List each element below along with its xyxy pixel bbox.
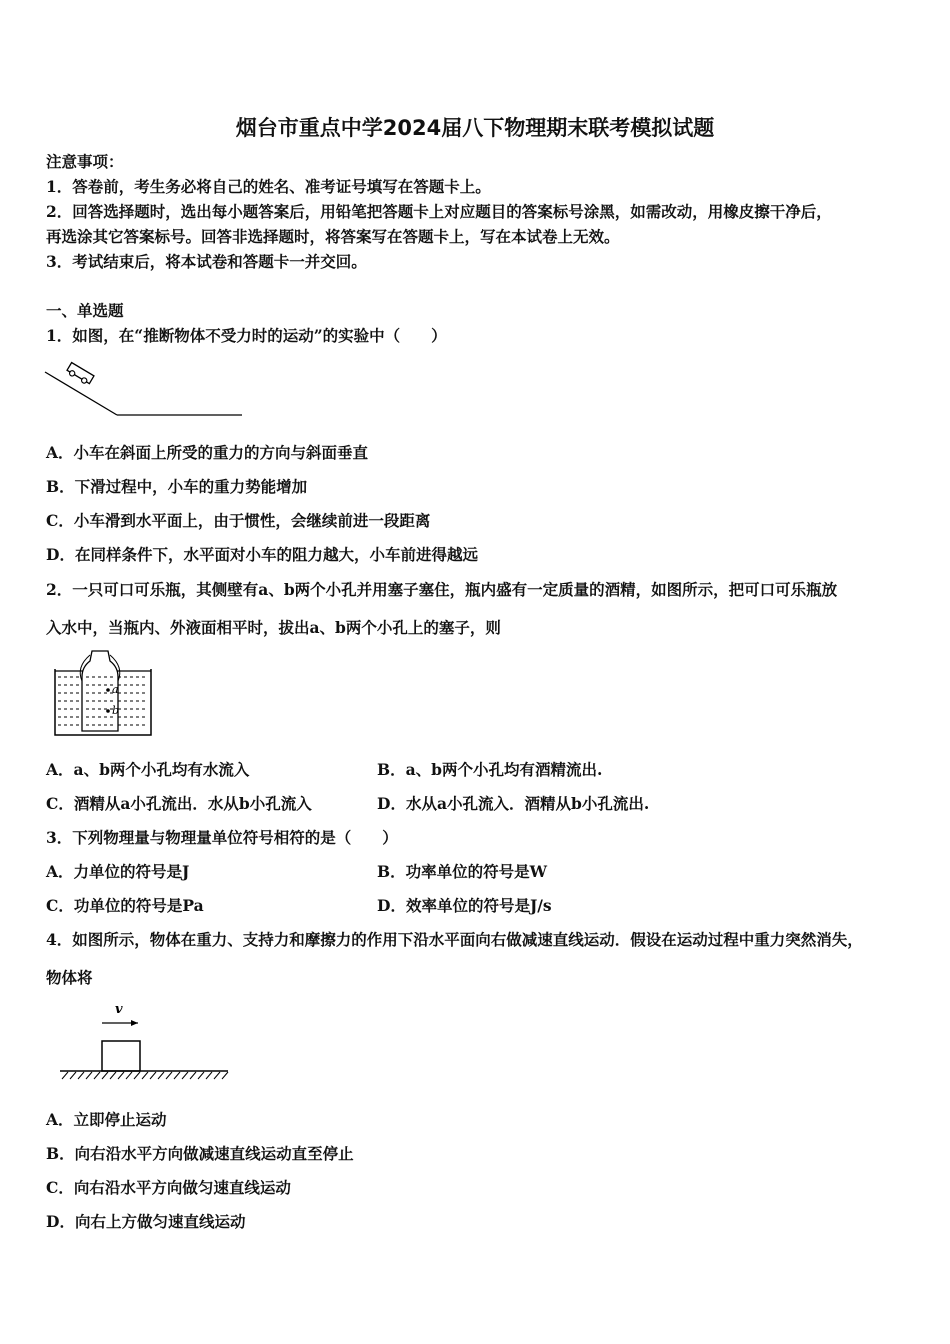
question-3-option: D．效率单位的符号是J/s [377,896,552,915]
question-2-option: C．酒精从a小孔流出．水从b小孔流入 [46,794,312,813]
cart-icon [66,363,94,386]
question-4-option: C．向右沿水平方向做匀速直线运动 [46,1178,291,1197]
question-3-stem: 3．下列物理量与物理量单位符号相符的是（ ） [46,828,398,847]
ground-hatching [62,1072,228,1079]
section-heading: 一、单选题 [46,301,124,320]
question-2-option: A．a、b两个小孔均有水流入 [46,760,250,779]
velocity-label: v [115,1002,123,1017]
question-1-option: C．小车滑到水平面上，由于惯性，会继续前进一段距离 [46,511,431,530]
bottle-in-water-figure [52,647,162,742]
question-3-option: A．力单位的符号是J [46,862,190,881]
question-4-option: D．向右上方做匀速直线运动 [46,1212,246,1231]
incline-cart-figure [42,352,247,422]
notice-heading: 注意事项： [46,152,124,171]
question-4-option: A．立即停止运动 [46,1110,167,1129]
question-4-stem-line: 4．如图所示，物体在重力、支持力和摩擦力的作用下沿水平面向右做减速直线运动．假设在运动过程中重力突然消失， [46,930,863,949]
block [102,1041,140,1071]
question-2-option: B．a、b两个小孔均有酒精流出. [377,760,603,779]
page-title: 烟台市重点中学2024届八下物理期末联考模拟试题 [235,116,715,140]
hole-b-icon [106,709,110,713]
question-2-stem-line: 2．一只可口可乐瓶，其侧壁有a、b两个小孔并用塞子塞住，瓶内盛有一定质量的酒精，如图所示，把可口可乐瓶放 [46,580,838,599]
question-1-stem: 1．如图，在“推断物体不受力时的运动”的实验中（ ） [46,326,447,345]
question-1-option: A．小车在斜面上所受的重力的方向与斜面垂直 [46,443,369,462]
question-3-option: B．功率单位的符号是W [377,862,548,881]
question-1-option: B．下滑过程中，小车的重力势能增加 [46,477,308,496]
question-4-option: B．向右沿水平方向做减速直线运动直至停止 [46,1144,354,1163]
label-b: b [112,704,120,717]
notice-item: 3．考试结束后，将本试卷和答题卡一并交回。 [46,252,367,271]
question-1-option: D．在同样条件下，水平面对小车的阻力越大，小车前进得越远 [46,545,478,564]
notice-item: 2．回答选择题时，选出每小题答案后，用铅笔把答题卡上对应题目的答案标号涂黑，如需改动，用橡皮擦干净后， [46,202,832,221]
notice-item: 1．答卷前，考生务必将自己的姓名、准考证号填写在答题卡上。 [46,177,491,196]
hole-a-icon [106,688,110,692]
arrow-head-icon [131,1020,138,1026]
block-on-ground-figure [56,998,236,1088]
question-2-option: D．水从a小孔流入．酒精从b小孔流出. [377,794,650,813]
label-a: a [112,683,119,696]
question-2-stem-line: 入水中，当瓶内、外液面相平时，拔出a、b两个小孔上的塞子，则 [46,618,501,637]
question-4-stem-line: 物体将 [46,968,93,987]
question-3-option: C．功单位的符号是Pa [46,896,204,915]
notice-item: 再选涂其它答案标号。回答非选择题时，将答案写在答题卡上，写在本试卷上无效。 [46,227,620,246]
